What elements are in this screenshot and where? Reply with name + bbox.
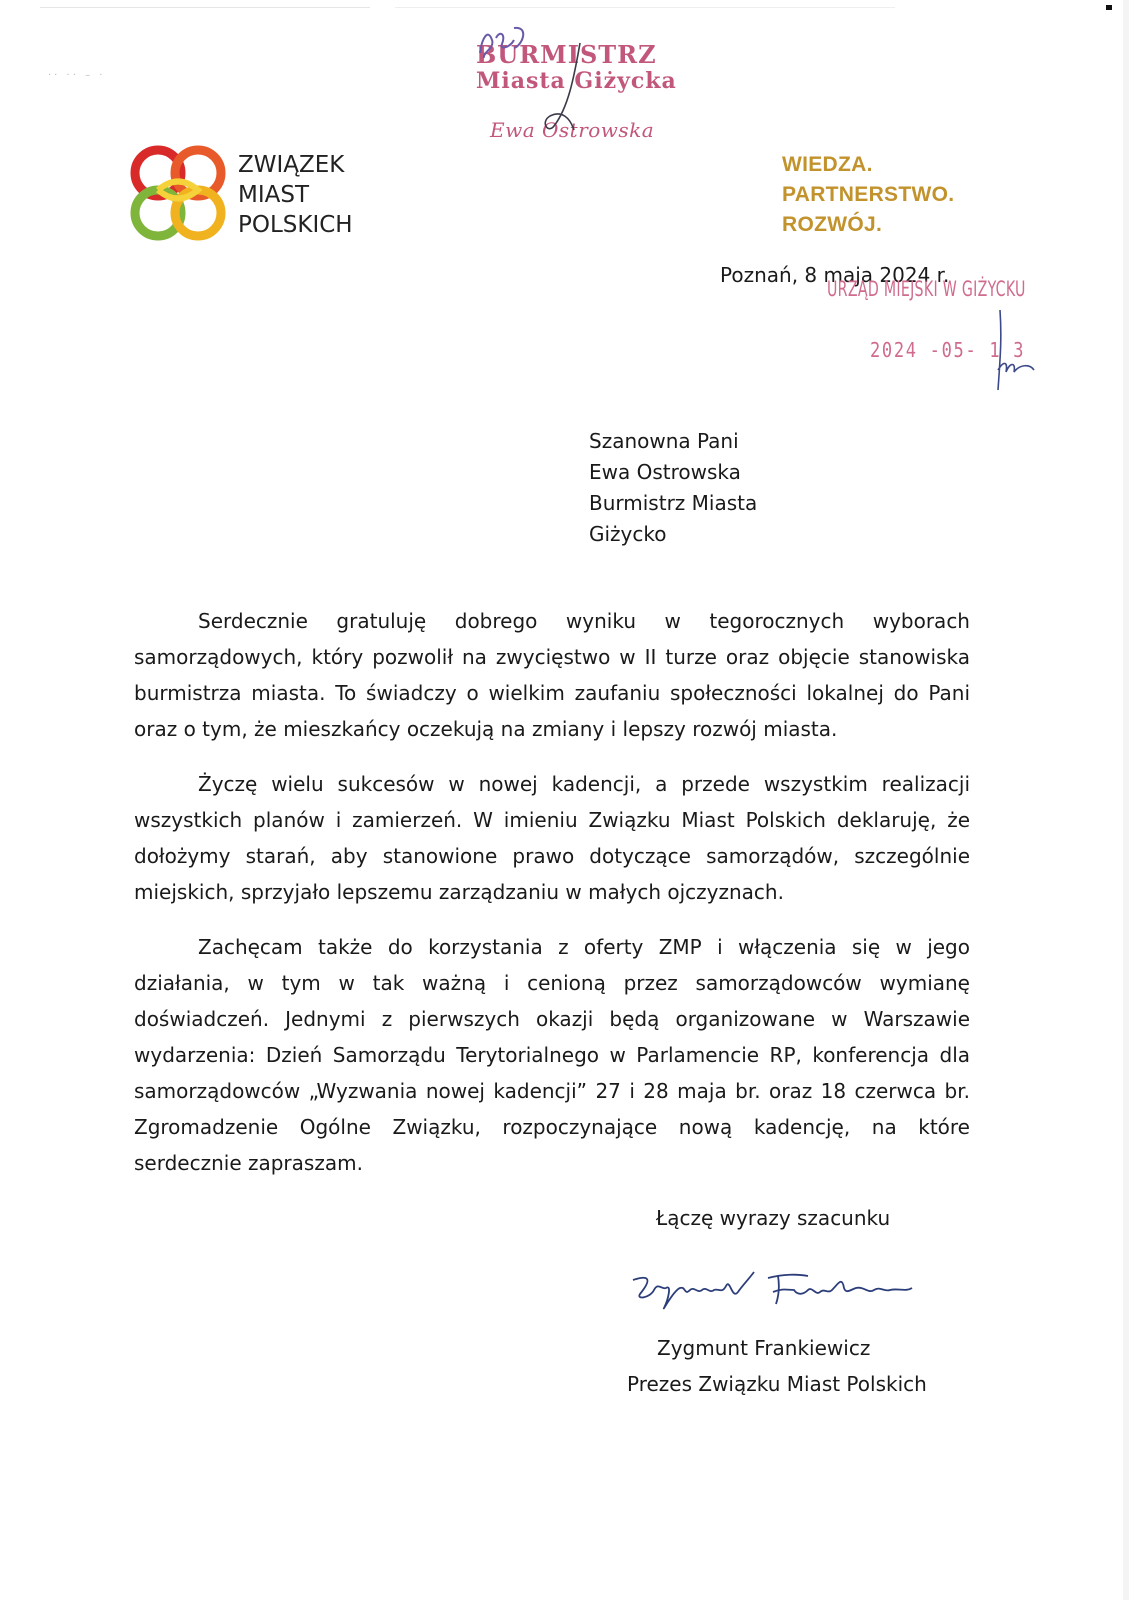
registration-stamp-office: URZĄD MIEJSKI W GIŻYCKU bbox=[827, 277, 1026, 301]
zmp-logo-icon bbox=[128, 143, 228, 243]
handwritten-initials-mark bbox=[990, 300, 1040, 400]
recipient-name: Ewa Ostrowska bbox=[589, 460, 741, 484]
stamp-city: Miasta Giżycka bbox=[476, 68, 677, 94]
scan-mark bbox=[1106, 5, 1112, 10]
recipient-position: Burmistrz Miasta bbox=[589, 491, 758, 515]
scan-mark: ·· ·· – · bbox=[48, 70, 106, 81]
recipient-salutation: Szanowna Pani bbox=[589, 429, 739, 453]
body-paragraph: Życzę wielu sukcesów w nowej kadencji, a przede wszystkim realizacji wszystkich planów i zamierzeń. W imieniu Związku Miast Polskich deklaruję, że dołożymy starań, aby stanowione prawo dotyczące samorządów, szczególnie miejskich, sprzyjało lepszemu zarządzaniu w małych ojczyznach. bbox=[134, 772, 970, 904]
closing-phrase: Łączę wyrazy szacunku bbox=[656, 1206, 891, 1230]
signer-title: Prezes Związku Miast Polskich bbox=[627, 1372, 927, 1396]
zmp-logo-text bbox=[238, 150, 353, 240]
scan-edge-shadow bbox=[1123, 0, 1129, 1600]
stamp-title: BURMISTRZ bbox=[476, 40, 657, 69]
scan-edge-line bbox=[40, 7, 370, 8]
logo-line: POLSKICH bbox=[238, 212, 353, 238]
recipient-city: Giżycko bbox=[589, 522, 667, 546]
handwritten-signature bbox=[628, 1260, 918, 1320]
logo-line: MIAST bbox=[238, 182, 310, 208]
motto-line: PARTNERSTWO. bbox=[782, 183, 955, 206]
body-paragraph: Serdecznie gratuluję dobrego wyniku w tegorocznych wyborach samorządowych, który pozwolił na zwycięstwo w II turze oraz objęcie stanowiska burmistrza miasta. To świadczy o wielkim zaufaniu społeczności lokalnej do Pani oraz o tym, że mieszkańcy oczekują na zmiany i lepszy rozwój miasta. bbox=[134, 609, 970, 741]
recipient-address bbox=[589, 426, 757, 550]
letter-date: Poznań, 8 maja 2024 r. bbox=[720, 263, 950, 287]
scan-edge-line bbox=[395, 7, 895, 8]
registration-stamp-date: 2024 -05- 1 3 bbox=[870, 338, 1026, 362]
signer-name: Zygmunt Frankiewicz bbox=[657, 1336, 871, 1360]
logo-line: ZWIĄZEK bbox=[238, 152, 345, 178]
motto-line: WIEDZA. bbox=[782, 153, 873, 176]
motto-line: ROZWÓJ. bbox=[782, 213, 883, 236]
body-paragraph: Zachęcam także do korzystania z oferty ZMP i włączenia się w jego działania, w tym w tak ważną i cenioną przez samorządowców wymianę doświadczeń. Jednymi z pierwszych okazji będą organizowane w Warszawie wydarzenia: Dzień Samorządu Terytorialnego w Parlamencie RP, konferencja dla samorządowców „Wyzwania nowej kadencji” 27 i 28 maja br. oraz 18 czerwca br. Zgromadzenie Ogólne Związku, rozpoczynające nową kadencję, na które serdecznie zapraszam. bbox=[134, 935, 970, 1175]
stamp-name: Ewa Ostrowska bbox=[490, 118, 655, 142]
handwritten-initials-mark bbox=[470, 18, 690, 168]
motto bbox=[782, 150, 954, 240]
